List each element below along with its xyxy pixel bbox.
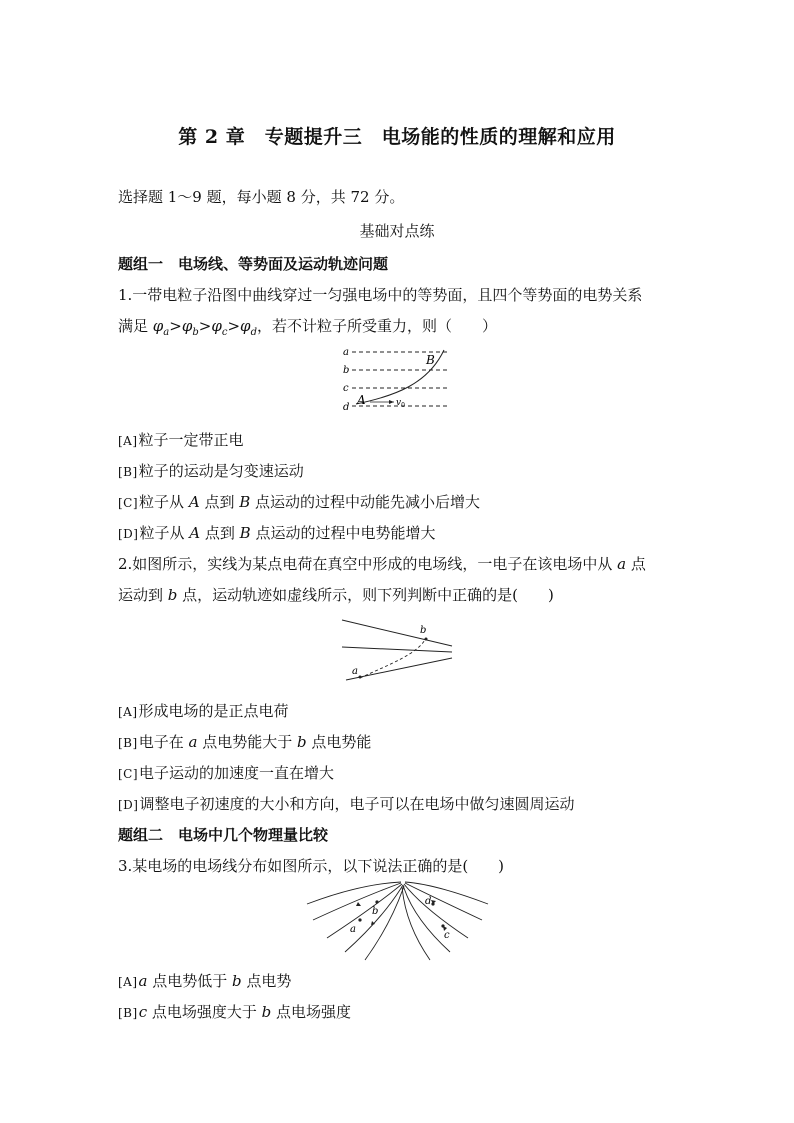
q1-option-d[interactable]: [D]粒子从 A 点到 B 点运动的过程中电势能增大: [118, 524, 436, 542]
label-d: d: [425, 896, 432, 907]
q1-option-a[interactable]: [A]粒子一定带正电: [118, 431, 244, 449]
q2-option-d[interactable]: [D]调整电子初速度的大小和方向，电子可以在电场中做匀速圆周运动: [118, 795, 575, 813]
field-line: [307, 882, 401, 904]
field-line-middle: [342, 647, 452, 652]
field-line: [327, 884, 402, 938]
electron-trajectory: [360, 638, 426, 678]
field-line: [405, 882, 488, 904]
q2-option-a[interactable]: [A]形成电场的是正点电荷: [118, 702, 289, 720]
q1-option-c[interactable]: [C]粒子从 A 点到 B 点运动的过程中动能先减小后增大: [118, 493, 481, 511]
group-heading-2: 题组二 电场中几个物理量比较: [118, 826, 329, 844]
arrowhead: [356, 902, 361, 906]
q2-option-b[interactable]: [B]电子在 a 点电势能大于 b 点电势能: [118, 733, 372, 751]
question-2-text-line2: 运动到 b 点，运动轨迹如虚线所示，则下列判断中正确的是( ): [118, 586, 554, 604]
label-a: a: [352, 666, 358, 677]
q2-option-c[interactable]: [C]电子运动的加速度一直在增大: [118, 764, 335, 782]
question-1-text-line2: 满足 $\varphi_a>\varphi_b>\varphi_c>\varphi_d$，若不计粒子所受重力，则（ ）: [118, 317, 497, 338]
field-line: [365, 886, 404, 960]
point-d: [431, 902, 434, 905]
field-line: [405, 883, 482, 920]
field-line-top: [342, 620, 452, 646]
question-1-figure: [340, 344, 455, 414]
q1-option-b[interactable]: [B]粒子的运动是匀变速运动: [118, 462, 304, 480]
label-c: c: [444, 930, 450, 941]
point-c: [441, 924, 444, 927]
label-b: b: [420, 625, 427, 636]
field-line: [345, 885, 403, 952]
label-point-B: B: [426, 353, 435, 367]
label-d: d: [343, 402, 350, 413]
field-line: [404, 884, 468, 938]
group-heading-1: 题组一 电场线、等势面及运动轨迹问题: [118, 255, 389, 273]
point-b: [375, 900, 378, 903]
label-v0: $v_0$: [396, 398, 405, 409]
label-c: c: [343, 383, 349, 394]
question-2-text: 2.如图所示，实线为某点电荷在真空中形成的电场线，一电子在该电场中从 a 点: [118, 555, 646, 573]
velocity-arrowhead: [389, 400, 394, 404]
q3-option-b[interactable]: [B]c 点电场强度大于 b 点电场强度: [118, 1003, 352, 1021]
point-b: [425, 638, 428, 641]
label-a: a: [343, 347, 349, 358]
question-2-figure: [340, 614, 456, 686]
point-a: [358, 918, 361, 921]
question-1-text: 1.一带电粒子沿图中曲线穿过一匀强电场中的等势面，且四个等势面的电势关系: [118, 286, 643, 304]
section-heading: 基础对点练: [359, 222, 435, 240]
question-3-figure: [305, 880, 490, 962]
label-a: a: [350, 924, 356, 935]
page-title: 第 2 章 专题提升三 电场能的性质的理解和应用: [178, 126, 616, 148]
label-b: b: [343, 365, 350, 376]
question-3-text: 3.某电场的电场线分布如图所示，以下说法正确的是( ): [118, 857, 505, 875]
point-a: [359, 676, 362, 679]
instructions: 选择题 1～9 题，每小题 8 分，共 72 分。: [118, 188, 405, 206]
label-b: b: [372, 906, 379, 917]
label-point-A: A: [357, 393, 366, 407]
q3-option-a[interactable]: [A]a 点电势低于 b 点电势: [118, 972, 292, 990]
